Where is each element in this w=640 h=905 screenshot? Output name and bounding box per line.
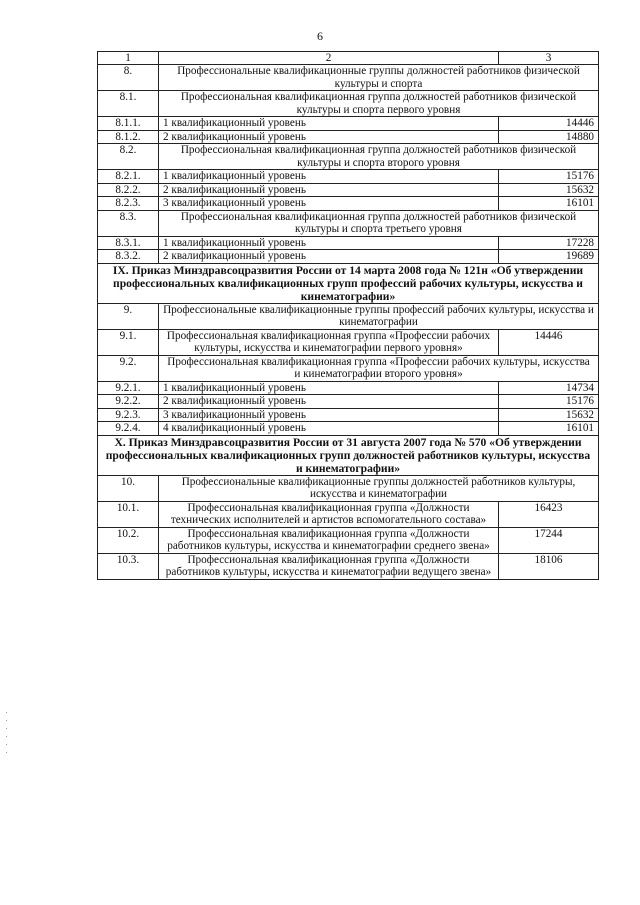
header-col-3: 3: [499, 52, 599, 65]
row-number: 9.2.4.: [98, 422, 159, 436]
level-name: 3 квалификационный уровень: [159, 408, 499, 422]
header-col-1: 1: [98, 52, 159, 65]
row-number: 8.2.2.: [98, 183, 159, 197]
level-name: 2 квалификационный уровень: [159, 395, 499, 409]
level-name: 2 квалификационный уровень: [159, 250, 499, 264]
row-number: 9.2.3.: [98, 408, 159, 422]
row-number: 8.2.3.: [98, 197, 159, 211]
group-row: [98, 91, 599, 117]
row-number: 9.2.: [98, 355, 159, 381]
row-number: 10.2.: [98, 527, 159, 553]
scan-margin-marks: [6, 712, 8, 760]
level-row: [98, 130, 599, 144]
salary-value: 18106: [499, 553, 599, 579]
level-row: [98, 395, 599, 409]
salary-value: 15176: [499, 170, 599, 184]
group-row: [98, 144, 599, 170]
group-row: [98, 303, 599, 329]
level-name: 2 квалификационный уровень: [159, 130, 499, 144]
row-number: 8.3.: [98, 210, 159, 236]
section-heading-row: [98, 435, 599, 475]
section-heading: X. Приказ Минздравсоцразвития России от 31 августа 2007 года № 570 «Об утверждении профессиональных квалификационных групп должностей работников культуры, искусства и кинематографии»: [98, 435, 599, 475]
salary-value: 15176: [499, 395, 599, 409]
salary-value: 15632: [499, 183, 599, 197]
table-header-row: [98, 52, 599, 65]
level-row: [98, 381, 599, 395]
group-value-row: [98, 329, 599, 355]
salary-value: 16101: [499, 197, 599, 211]
level-name: 3 квалификационный уровень: [159, 197, 499, 211]
row-number: 10.3.: [98, 553, 159, 579]
group-title: Профессиональная квалификационная группа должностей работников физической культуры и спорта первого уровня: [159, 91, 599, 117]
salary-value: 19689: [499, 250, 599, 264]
row-number: 8.2.: [98, 144, 159, 170]
group-title: Профессиональная квалификационная группа должностей работников физической культуры и спорта третьего уровня: [159, 210, 599, 236]
level-name: 1 квалификационный уровень: [159, 381, 499, 395]
table-body: [98, 52, 599, 580]
row-number: 9.2.2.: [98, 395, 159, 409]
group-row: [98, 355, 599, 381]
row-number: 9.: [98, 303, 159, 329]
row-number: 8.: [98, 65, 159, 91]
row-number: 8.1.: [98, 91, 159, 117]
level-row: [98, 197, 599, 211]
header-col-2: 2: [159, 52, 499, 65]
level-row: [98, 117, 599, 131]
group-title: Профессиональная квалификационная группа «Профессии рабочих культуры, искусства и кинематографии второго уровня»: [159, 355, 599, 381]
salary-value: 16101: [499, 422, 599, 436]
section-heading: IX. Приказ Минздравсоцразвития России от 14 марта 2008 года № 121н «Об утверждении профессиональных квалификационных групп профессий рабочих культуры, искусства и кинематографии»: [98, 263, 599, 303]
row-number: 8.3.2.: [98, 250, 159, 264]
group-row: [98, 65, 599, 91]
level-row: [98, 236, 599, 250]
group-title: Профессиональные квалификационные группы профессий рабочих культуры, искусства и кинематографии: [159, 303, 599, 329]
level-name: 1 квалификационный уровень: [159, 117, 499, 131]
salary-value: 17244: [499, 527, 599, 553]
row-number: 9.1.: [98, 329, 159, 355]
group-row: [98, 475, 599, 501]
level-name: 2 квалификационный уровень: [159, 183, 499, 197]
salary-value: 16423: [499, 501, 599, 527]
level-row: [98, 183, 599, 197]
row-number: 8.3.1.: [98, 236, 159, 250]
salary-value: 17228: [499, 236, 599, 250]
salary-value: 14446: [499, 117, 599, 131]
level-name: 1 квалификационный уровень: [159, 236, 499, 250]
group-title: Профессиональные квалификационные группы должностей работников культуры, искусства и кинематографии: [159, 475, 599, 501]
group-value-row: [98, 501, 599, 527]
group-title: Профессиональная квалификационная группа «Профессии рабочих культуры, искусства и кинематографии первого уровня»: [159, 329, 499, 355]
group-value-row: [98, 553, 599, 579]
group-title: Профессиональные квалификационные группы должностей работников физической культуры и спорта: [159, 65, 599, 91]
salary-value: 14446: [499, 329, 599, 355]
row-number: 8.1.1.: [98, 117, 159, 131]
salary-table: [97, 51, 599, 580]
group-title: Профессиональная квалификационная группа «Должности технических исполнителей и артистов вспомогательного состава»: [159, 501, 499, 527]
salary-value: 14734: [499, 381, 599, 395]
salary-value: 15632: [499, 408, 599, 422]
section-heading-row: [98, 263, 599, 303]
group-title: Профессиональная квалификационная группа «Должности работников культуры, искусства и кинематографии среднего звена»: [159, 527, 499, 553]
group-title: Профессиональная квалификационная группа «Должности работников культуры, искусства и кинематографии ведущего звена»: [159, 553, 499, 579]
level-row: [98, 408, 599, 422]
level-row: [98, 170, 599, 184]
row-number: 10.: [98, 475, 159, 501]
level-name: 1 квалификационный уровень: [159, 170, 499, 184]
group-title: Профессиональная квалификационная группа должностей работников физической культуры и спорта второго уровня: [159, 144, 599, 170]
group-value-row: [98, 527, 599, 553]
level-row: [98, 250, 599, 264]
salary-value: 14880: [499, 130, 599, 144]
row-number: 10.1.: [98, 501, 159, 527]
level-row: [98, 422, 599, 436]
page-number: 6: [317, 29, 323, 43]
level-name: 4 квалификационный уровень: [159, 422, 499, 436]
row-number: 9.2.1.: [98, 381, 159, 395]
row-number: 8.1.2.: [98, 130, 159, 144]
row-number: 8.2.1.: [98, 170, 159, 184]
group-row: [98, 210, 599, 236]
